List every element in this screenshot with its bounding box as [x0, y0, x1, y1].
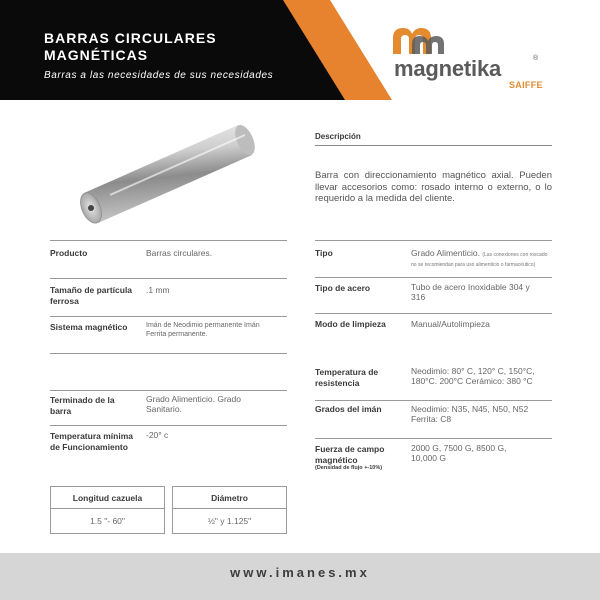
- spec-row-fuerza: Fuerza de campo magnético (Densidad de flujo +-10%) 2000 G, 7500 G, 8500 G, 10,000 G: [315, 438, 552, 478]
- spec-table-left: [50, 240, 287, 465]
- logo-registered: ®: [533, 55, 539, 62]
- longitud-box: Longitud cazuela 1.5 "- 60": [50, 486, 165, 534]
- description-title: Descripción: [315, 132, 361, 141]
- spec-table-right: [315, 240, 552, 478]
- description-divider: [315, 145, 552, 146]
- spec-row-temp-minima: Temperatura mínima de Funcionamiento -20° c: [50, 425, 287, 465]
- spec-row-limpieza: Modo de limpieza Manual/Autolimpieza: [315, 313, 552, 350]
- footer-url[interactable]: www.imanes.mx: [230, 565, 370, 580]
- spec-row-grados: Grados del imán Neodimio: N35, N45, N50, N52 Ferrita: C8: [315, 400, 552, 438]
- page-title: BARRAS CIRCULARES MAGNÉTICAS: [44, 30, 217, 63]
- spec-row-acero: Tipo de acero Tubo de acero Inoxidable 304 y 316: [315, 277, 552, 313]
- spec-row-producto: Producto Barras circulares.: [50, 240, 287, 278]
- magnetic-bar-image: [70, 115, 270, 225]
- diametro-box: Diámetro ½" y 1.125": [172, 486, 287, 534]
- logo-wordmark: magnetika: [394, 56, 502, 81]
- description-text: Barra con direccionamiento magnético axial. Pueden llevar accesorios como: rosado interno o externo, o lo requerido a la medida del cliente.: [315, 170, 552, 204]
- spec-row-tipo: Tipo Grado Alimenticio. (Las conexiones con roscado no se recomiendan para uso alimenticio o farmacéutico): [315, 240, 552, 277]
- page-subtitle: Barras a las necesidades de sus necesidades: [44, 70, 274, 81]
- spec-row-terminado: Terminado de la barra Grado Alimenticio. Grado Sanitario.: [50, 390, 287, 425]
- spec-row-empty: [50, 353, 287, 390]
- spec-row-sistema: Sistema magnético Imán de Neodimio permanente Imán Ferrita permanente.: [50, 316, 287, 353]
- spec-row-particula: Tamaño de partícula ferrosa .1 mm: [50, 278, 287, 316]
- footer: [0, 553, 600, 600]
- spec-row-temp-resistencia: Temperatura de resistencia Neodimio: 80° C, 120° C, 150°C, 180°C. 200°C Cerámico: 380 °C: [315, 366, 535, 388]
- header: [0, 0, 600, 100]
- logo-brand: SAIFFE: [509, 80, 543, 90]
